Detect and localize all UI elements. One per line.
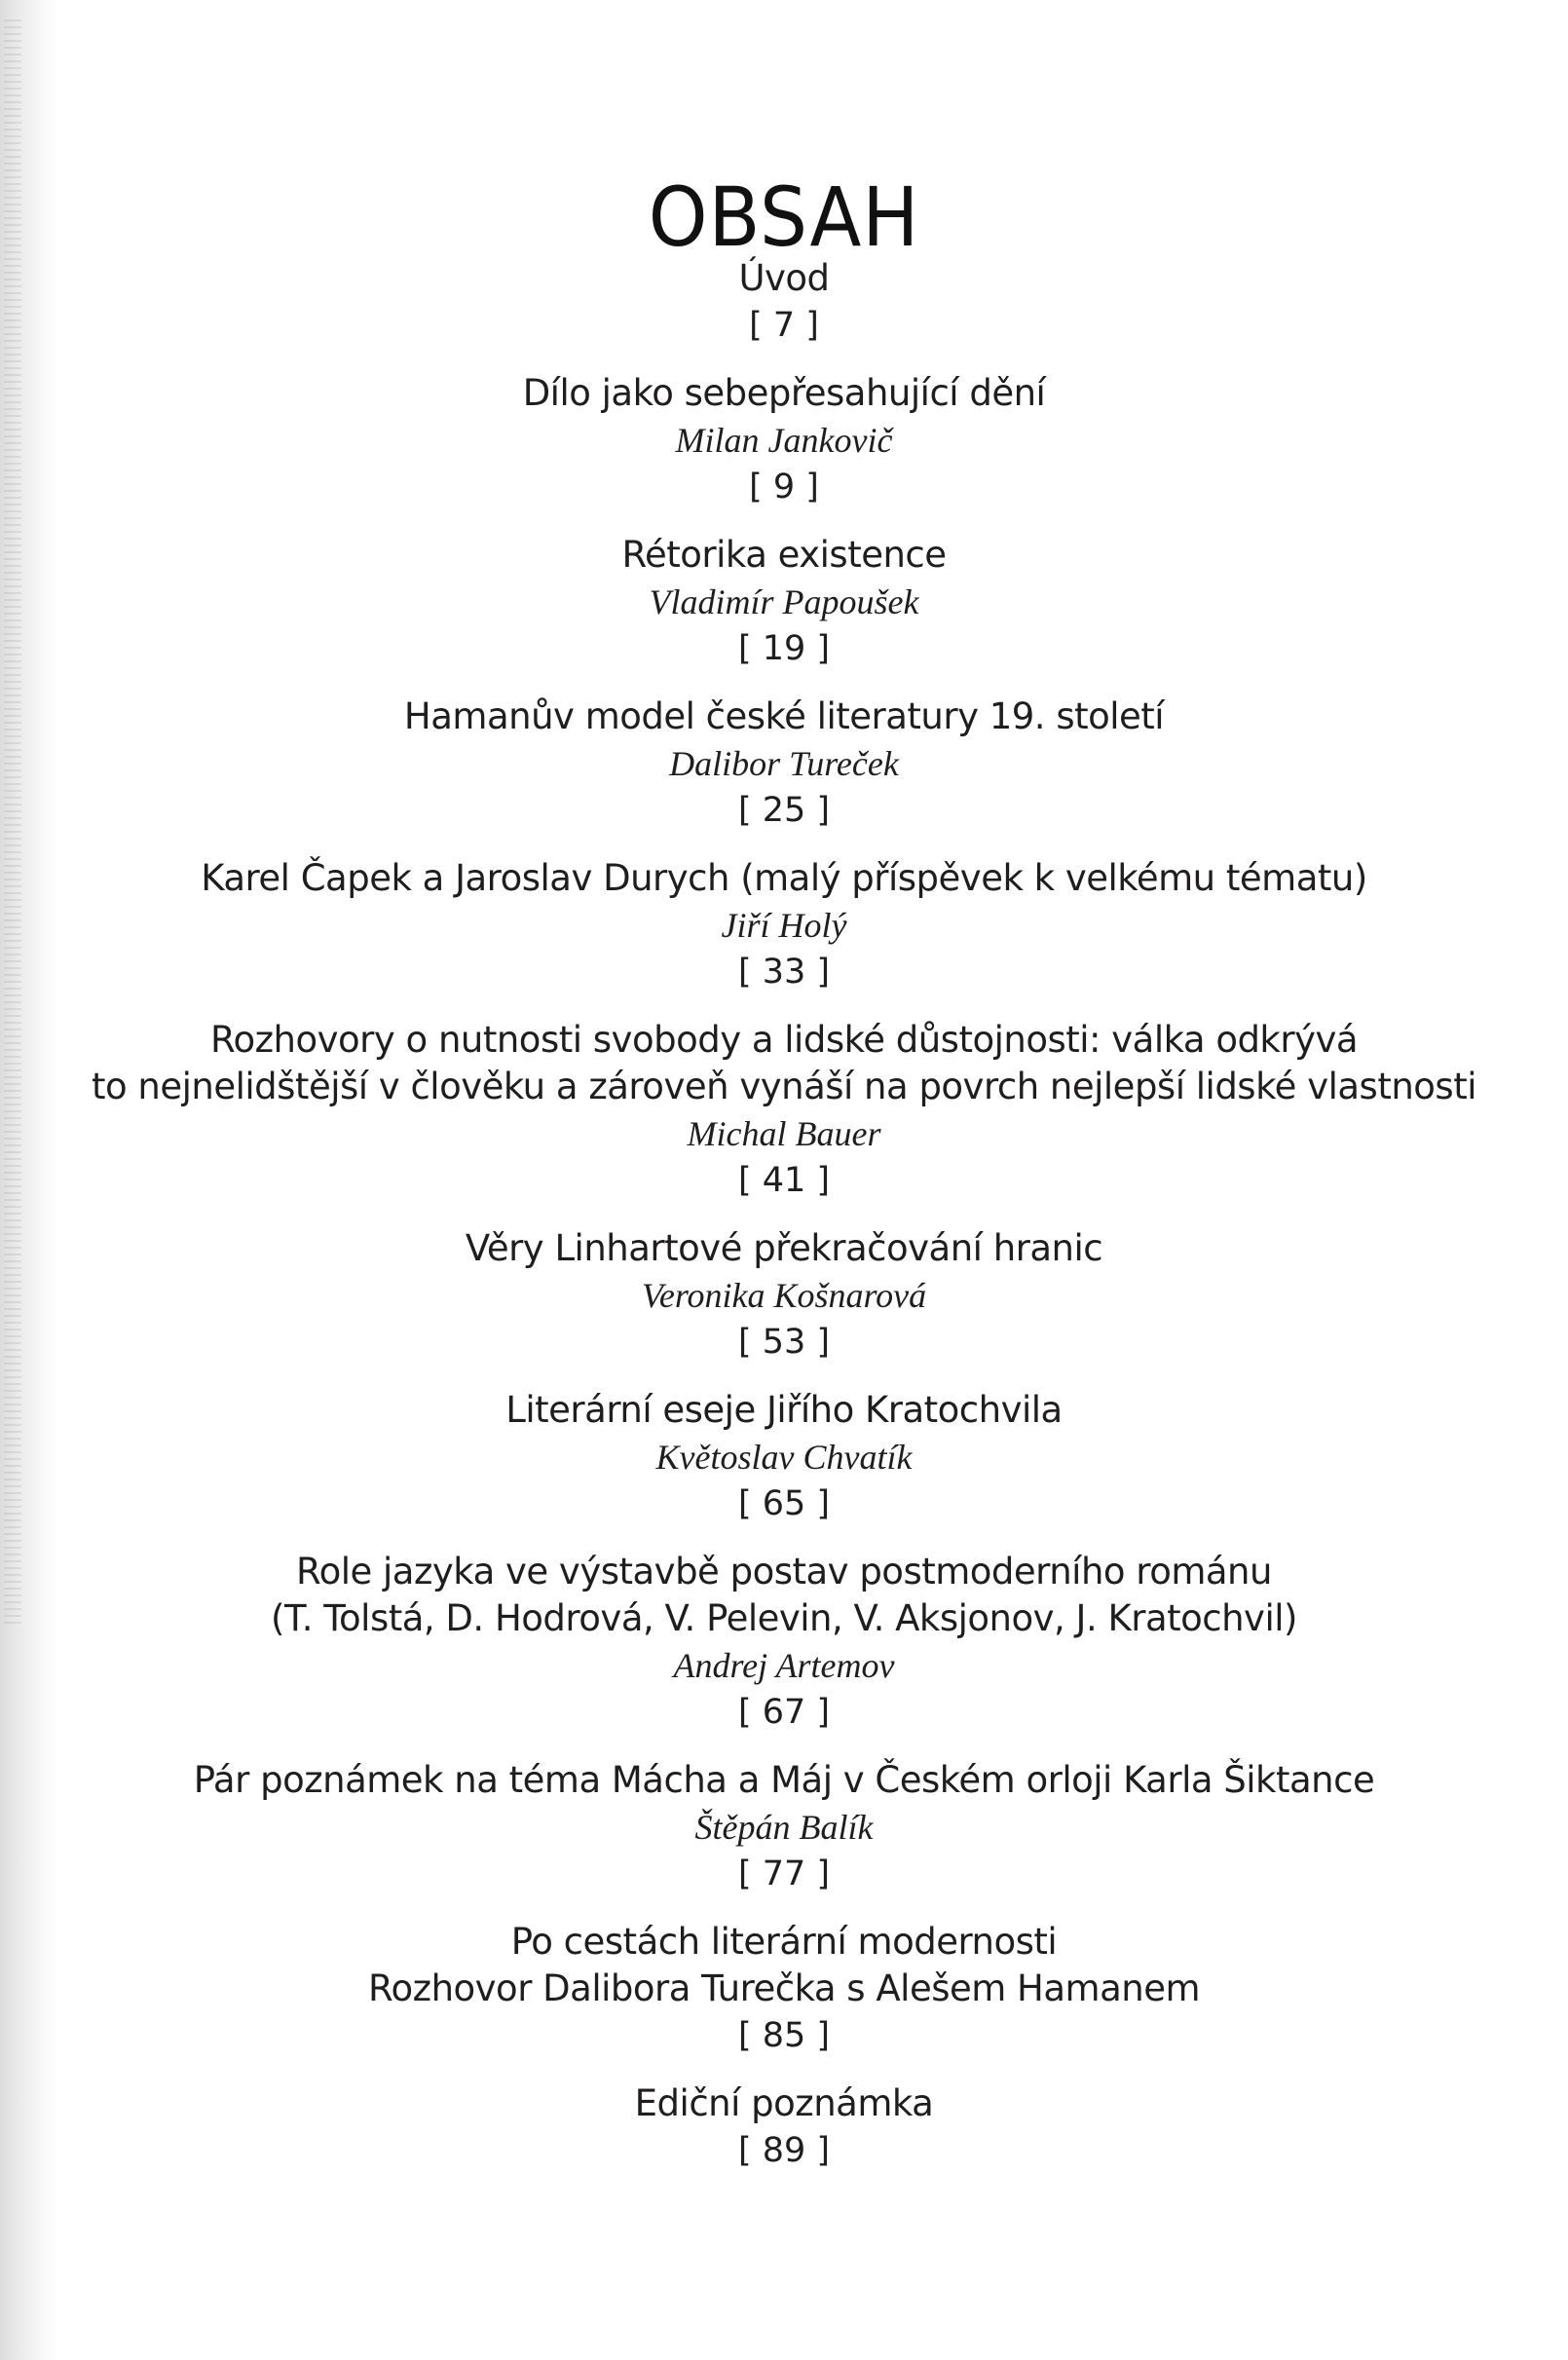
toc-entry bbox=[0, 693, 1568, 834]
entry-page: [ 77 ] bbox=[737, 1854, 831, 1893]
entry-title-line-1: Role jazyka ve výstavbě postav postmoderního románu bbox=[296, 1551, 1272, 1592]
entry-title: Karel Čapek a Jaroslav Durych (malý příspěvek k velkému tématu) bbox=[201, 857, 1367, 899]
entry-author: Andrej Artemov bbox=[673, 1646, 895, 1685]
entry-page: [ 33 ] bbox=[737, 953, 831, 992]
entry-title-line-2: to nejnelidštější v člověku a zároveň vynáší na povrch nejlepší lidské vlastnosti bbox=[92, 1066, 1476, 1107]
toc-entry bbox=[0, 1225, 1568, 1366]
toc-entry bbox=[0, 1919, 1568, 2059]
entry-author: Michal Bauer bbox=[687, 1114, 881, 1153]
entry-title-line-2: (T. Tolstá, D. Hodrová, V. Pelevin, V. Aksjonov, J. Kratochvil) bbox=[271, 1597, 1297, 1639]
entry-author: Štěpán Balík bbox=[694, 1808, 874, 1847]
entry-author: Jiří Holý bbox=[721, 906, 847, 945]
toc-entry bbox=[0, 2080, 1568, 2174]
entry-page: [ 41 ] bbox=[737, 1161, 831, 1200]
entry-title: Rétorika existence bbox=[621, 534, 947, 576]
entry-page: [ 67 ] bbox=[737, 1693, 831, 1732]
entry-author: Dalibor Tureček bbox=[669, 744, 899, 783]
entry-title: Věry Linhartové překračování hranic bbox=[465, 1227, 1103, 1269]
entry-title: Literární eseje Jiřího Kratochvila bbox=[505, 1389, 1063, 1431]
entry-title-line-2: Rozhovor Dalibora Turečka s Alešem Hamanem bbox=[367, 1967, 1201, 2009]
entry-author: Veronika Košnarová bbox=[641, 1276, 927, 1315]
entry-page: [ 53 ] bbox=[737, 1323, 831, 1362]
toc-entry bbox=[0, 855, 1568, 995]
entry-page: [ 89 ] bbox=[737, 2131, 831, 2170]
entry-page: [ 65 ] bbox=[737, 1484, 831, 1523]
entry-author: Vladimír Papoušek bbox=[649, 582, 919, 621]
entry-title: Hamanův model české literatury 19. století bbox=[403, 695, 1165, 737]
entry-page: [ 25 ] bbox=[737, 791, 831, 830]
entry-title: Pár poznámek na téma Mácha a Máj v Českém orloji Karla Šiktance bbox=[193, 1759, 1375, 1801]
page-title: OBSAH bbox=[648, 169, 920, 266]
entry-page: [ 9 ] bbox=[749, 468, 819, 506]
toc-entry bbox=[0, 532, 1568, 672]
entry-title-line-1: Rozhovory o nutnosti svobody a lidské důstojnosti: válka odkrývá bbox=[209, 1019, 1359, 1061]
toc-entry-uvod bbox=[0, 255, 1568, 349]
toc-entry bbox=[0, 1757, 1568, 1897]
entry-title: Dílo jako sebepřesahující dění bbox=[522, 372, 1046, 414]
table-of-contents bbox=[0, 255, 1568, 2195]
toc-entry bbox=[0, 1549, 1568, 1736]
toc-entry bbox=[0, 1387, 1568, 1527]
entry-page: [ 85 ] bbox=[737, 2016, 831, 2055]
entry-title-line-1: Po cestách literární modernosti bbox=[510, 1921, 1058, 1963]
entry-page: [ 19 ] bbox=[737, 629, 831, 668]
toc-entry bbox=[0, 1017, 1568, 1204]
entry-page: [ 7 ] bbox=[749, 306, 819, 345]
entry-title: Úvod bbox=[738, 257, 830, 299]
entry-title: Ediční poznámka bbox=[634, 2082, 934, 2124]
entry-author: Květoslav Chvatík bbox=[655, 1438, 913, 1477]
toc-entry bbox=[0, 370, 1568, 510]
entry-author: Milan Jankovič bbox=[675, 421, 893, 460]
